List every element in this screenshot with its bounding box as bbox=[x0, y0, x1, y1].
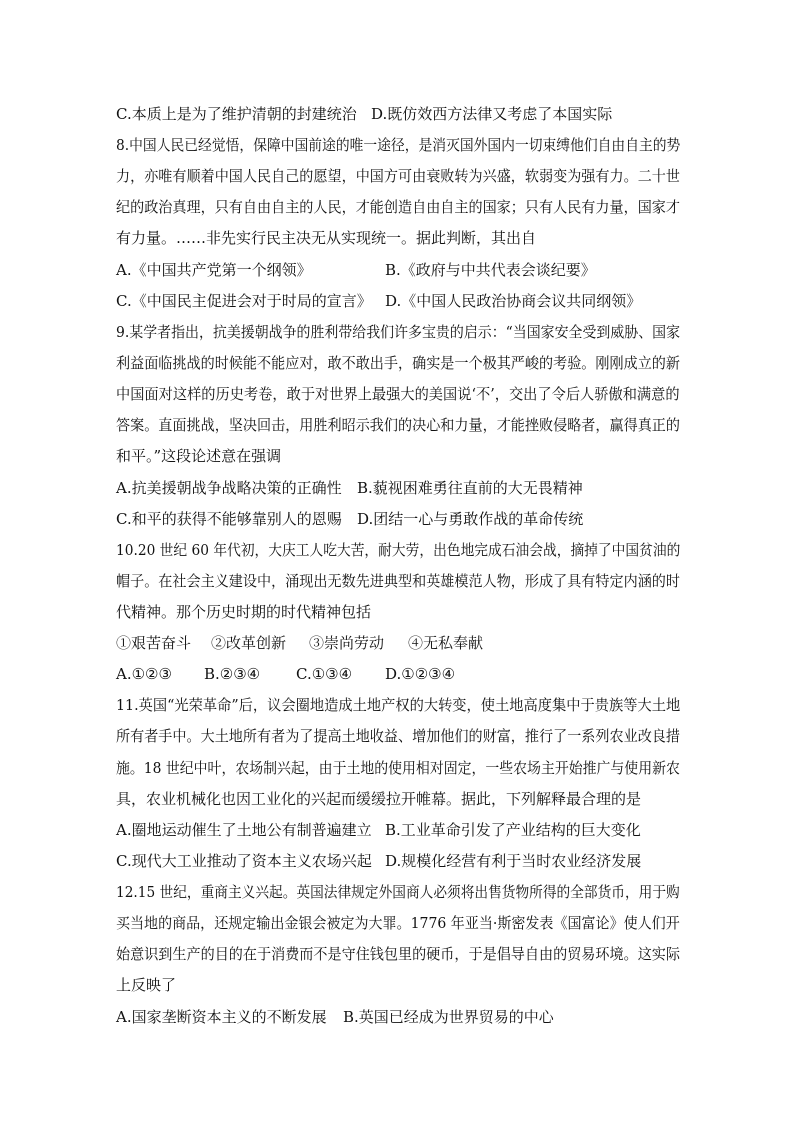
q8-option-a: A.《中国共产党第一个纲领》 bbox=[116, 261, 312, 279]
q10-option-b: B.②③④ bbox=[204, 665, 261, 683]
q11-stem-line-1: 11.英国“光荣革命”后，议会圈地造成土地产权的大转变，使土地高度集中于贵族等大土地 bbox=[116, 696, 681, 714]
q12-stem-line-2: 买当地的商品，还规定输出金银会被定为大罪。1776 年亚当·斯密发表《国富论》使人们开 bbox=[116, 914, 680, 932]
q12-option-b: B.英国已经成为世界贸易的中心 bbox=[343, 1008, 554, 1026]
q9-stem-line-3: 中国面对这样的历史考卷，敢于对世界上最强大的美国说‘不’，交出了令后人骄傲和满意的 bbox=[116, 385, 680, 403]
q9-stem-line-5: 和平。”这段论述意在强调 bbox=[116, 447, 282, 465]
q8-stem-line-4: 有力量。……非先实行民主决无从实现统一。据此判断，其出自 bbox=[116, 229, 537, 247]
q8-option-c: C.《中国民主促进会对于时局的宣言》 bbox=[116, 292, 372, 310]
q11-stem-line-3: 施。18 世纪中叶，农场制兴起，由于土地的使用相对固定，一些农场主开始推广与使用新农 bbox=[116, 759, 680, 777]
q9-stem-line-2: 利益面临挑战的时候能不能应对，敢不敢出手，确实是一个极其严峻的考验。刚刚成立的新 bbox=[116, 354, 681, 372]
q10-option-a: A.①②③ bbox=[116, 665, 172, 683]
q10-option-d: D.①②③④ bbox=[385, 665, 456, 683]
q8-option-b: B.《政府与中共代表会谈纪要》 bbox=[385, 261, 596, 279]
q12-stem-line-3: 始意识到生产的目的在于消费而不是守住钱包里的硬币，于是倡导自由的贸易环境。这实际 bbox=[116, 945, 681, 963]
q11-option-d: D.规模化经营有利于当时农业经济发展 bbox=[385, 852, 642, 870]
q11-option-b: B.工业革命引发了产业结构的巨大变化 bbox=[385, 821, 641, 839]
q12-stem-line-1: 12.15 世纪，重商主义兴起。英国法律规定外国商人必须将出售货物所得的全部货币，用于购 bbox=[116, 883, 680, 901]
q10-item-4: ④无私奉献 bbox=[408, 634, 484, 652]
q8-stem-line-3: 纪的政治真理，只有自由自主的人民，才能创造自由自主的国家；只有人民有力量，国家才 bbox=[116, 198, 681, 216]
q9-option-a: A.抗美援朝战争战略决策的正确性 bbox=[116, 479, 342, 497]
q11-stem-line-4: 具，农业机械化也因工业化的兴起而缓缓拉开帷幕。据此，下列解释最合理的是 bbox=[116, 790, 642, 808]
q10-item-3: ③崇尚劳动 bbox=[309, 634, 385, 652]
q10-stem-line-1: 10.20 世纪 60 年代初，大庆工人吃大苦，耐大劳，出色地完成石油会战，摘掉了中国贫油的 bbox=[116, 541, 681, 559]
q10-option-c: C.①③④ bbox=[296, 665, 353, 683]
q11-stem-line-2: 所有者手中。大土地所有者为了提高土地收益、增加他们的财富，推行了一系列农业改良措 bbox=[116, 727, 681, 745]
q11-option-c: C.现代大工业推动了资本主义农场兴起 bbox=[116, 852, 372, 870]
q8-stem-line-1: 8.中国人民已经觉悟，保障中国前途的唯一途径，是消灭国外国内一切束缚他们自由自主的势 bbox=[116, 136, 681, 154]
q8-stem-line-2: 力，亦唯有顺着中国人民自己的愿望，中国方可由衰败转为兴盛，软弱变为强有力。二十世 bbox=[116, 167, 681, 185]
q8-option-d: D.《中国人民政治协商会议共同纲领》 bbox=[385, 292, 642, 310]
q12-option-a: A.国家垄断资本主义的不断发展 bbox=[116, 1008, 327, 1026]
q10-item-2: ②改革创新 bbox=[211, 634, 287, 652]
q7-option-c: C.本质上是为了维护清朝的封建统治 bbox=[116, 105, 357, 123]
q9-stem-line-4: 答案。直面挑战，坚决回击，用胜利昭示我们的决心和力量，才能挫败侵略者，赢得真正的 bbox=[116, 416, 681, 434]
q9-option-d: D.团结一心与勇敢作战的革命传统 bbox=[357, 510, 584, 528]
q12-stem-line-4: 上反映了 bbox=[116, 976, 177, 994]
q11-option-a: A.圈地运动催生了土地公有制普遍建立 bbox=[116, 821, 372, 839]
q7-option-d: D.既仿效西方法律又考虑了本国实际 bbox=[371, 105, 613, 123]
q10-stem-line-2: 帽子。在社会主义建设中，涌现出无数先进典型和英雄模范人物，形成了具有特定内涵的时 bbox=[116, 572, 681, 590]
q10-item-1: ①艰苦奋斗 bbox=[116, 634, 192, 652]
q9-stem-line-1: 9.某学者指出，抗美援朝战争的胜利带给我们许多宝贵的启示：“当国家安全受到威胁、国家 bbox=[116, 323, 681, 341]
q9-option-b: B.藐视困难勇往直前的大无畏精神 bbox=[357, 479, 583, 497]
q9-option-c: C.和平的获得不能够靠别人的恩赐 bbox=[116, 510, 342, 528]
q10-stem-line-3: 代精神。那个历史时期的时代精神包括 bbox=[116, 603, 372, 621]
